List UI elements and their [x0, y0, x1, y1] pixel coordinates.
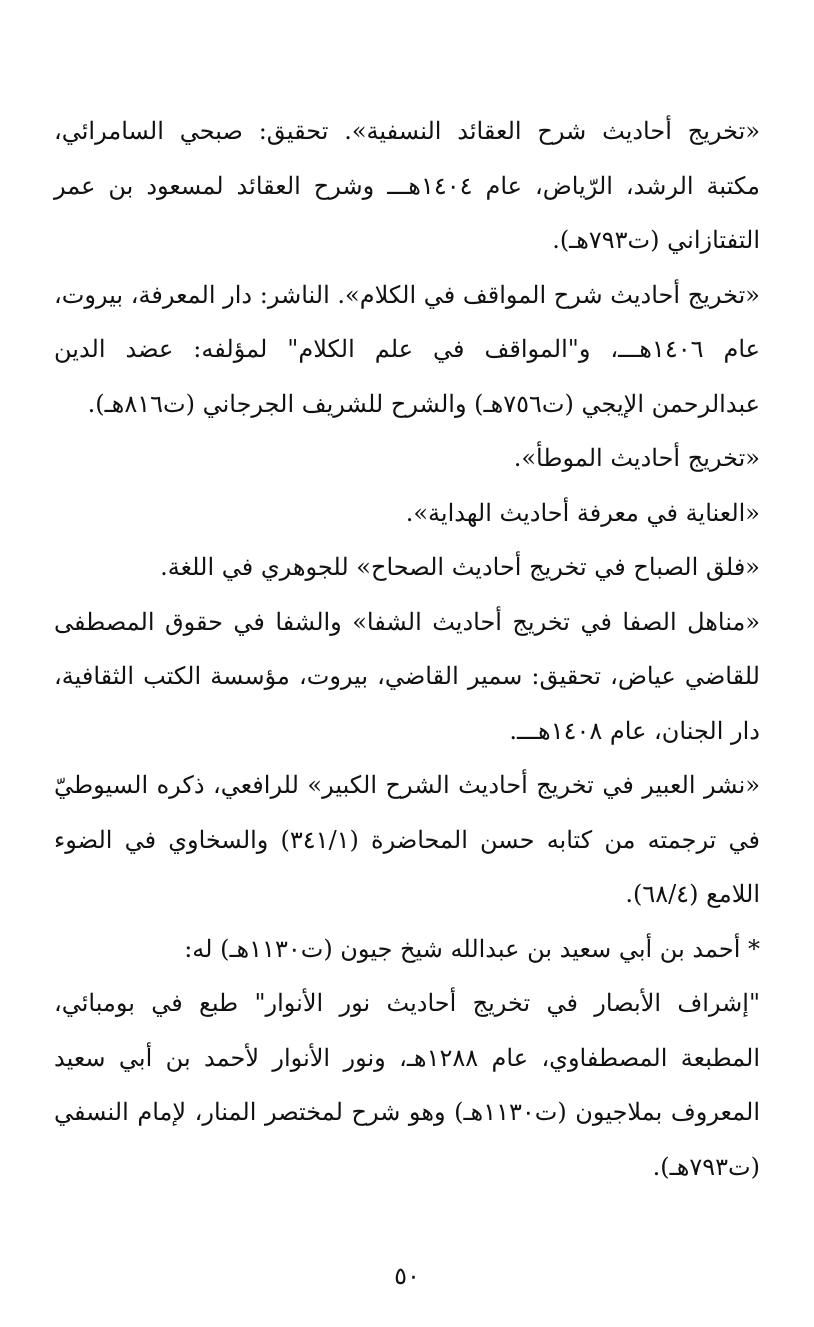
paragraph-takhrij-muwatta: «تخريج أحاديث الموطأ».: [513, 444, 760, 472]
paragraph-nashr-abir: «نشر العبير في تخريج أحاديث الشرح الكبير» للرافعي، ذكره السيوطيّ في ترجمته من كتابه حسن المحاضرة (٣٤١/١) والسخاوي في الضوء اللامع (٦٨/٤).: [54, 771, 760, 908]
paragraph-ishraf-absar: "إشراف الأبصار في تخريج أحاديث نور الأنوار" طبع في بومبائي، المطبعة المصطفاوي، عام ١٢٨٨هـ، ونور الأنوار لأحمد بن أبي سعيد المعروف بملاجيون (ت١١٣٠هـ) وهو شرح لمختصر المنار، لإمام النسفي (ت٧٩٣هـ).: [54, 989, 760, 1181]
body-text: [54, 104, 760, 1194]
paragraph-falaq-sabah: «فلق الصباح في تخريج أحاديث الصحاح» للجوهري في اللغة.: [160, 553, 760, 581]
paragraph-manahil-safa: «مناهل الصفا في تخريج أحاديث الشفا» والشفا في حقوق المصطفى للقاضي عياض، تحقيق: سمير القاضي، بيروت، مؤسسة الكتب الثقافية، دار الجنان، عام ١٤٠٨هـــ.: [54, 607, 760, 745]
paragraph-author-entry: * أحمد بن أبي سعيد بن عبدالله شيخ جيون (ت١١٣٠هـ) له:: [184, 934, 760, 963]
page-number: ٥٠: [394, 1262, 420, 1290]
paragraph-takhrij-mawaqif: «تخريج أحاديث شرح المواقف في الكلام». الناشر: دار المعرفة، بيروت، عام ١٤٠٦هـــ، و"المواقف في علم الكلام" لمؤلفه: عضد الدين عبدالرحمن الإيجي (ت٧٥٦هـ) والشرح للشريف الجرجاني (ت٨١٦هـ).: [54, 280, 760, 418]
paragraph-takhrij-aqaid: «تخريج أحاديث شرح العقائد النسفية». تحقيق: صبحي السامرائي، مكتبة الرشد، الرّياض، عام ١٤٠٤هـــ وشرح العقائد لمسعود بن عمر التفتازاني (ت٧٩٣هـ).: [54, 117, 761, 254]
paragraph-inaya: «العناية في معرفة أحاديث الهداية».: [405, 498, 760, 527]
